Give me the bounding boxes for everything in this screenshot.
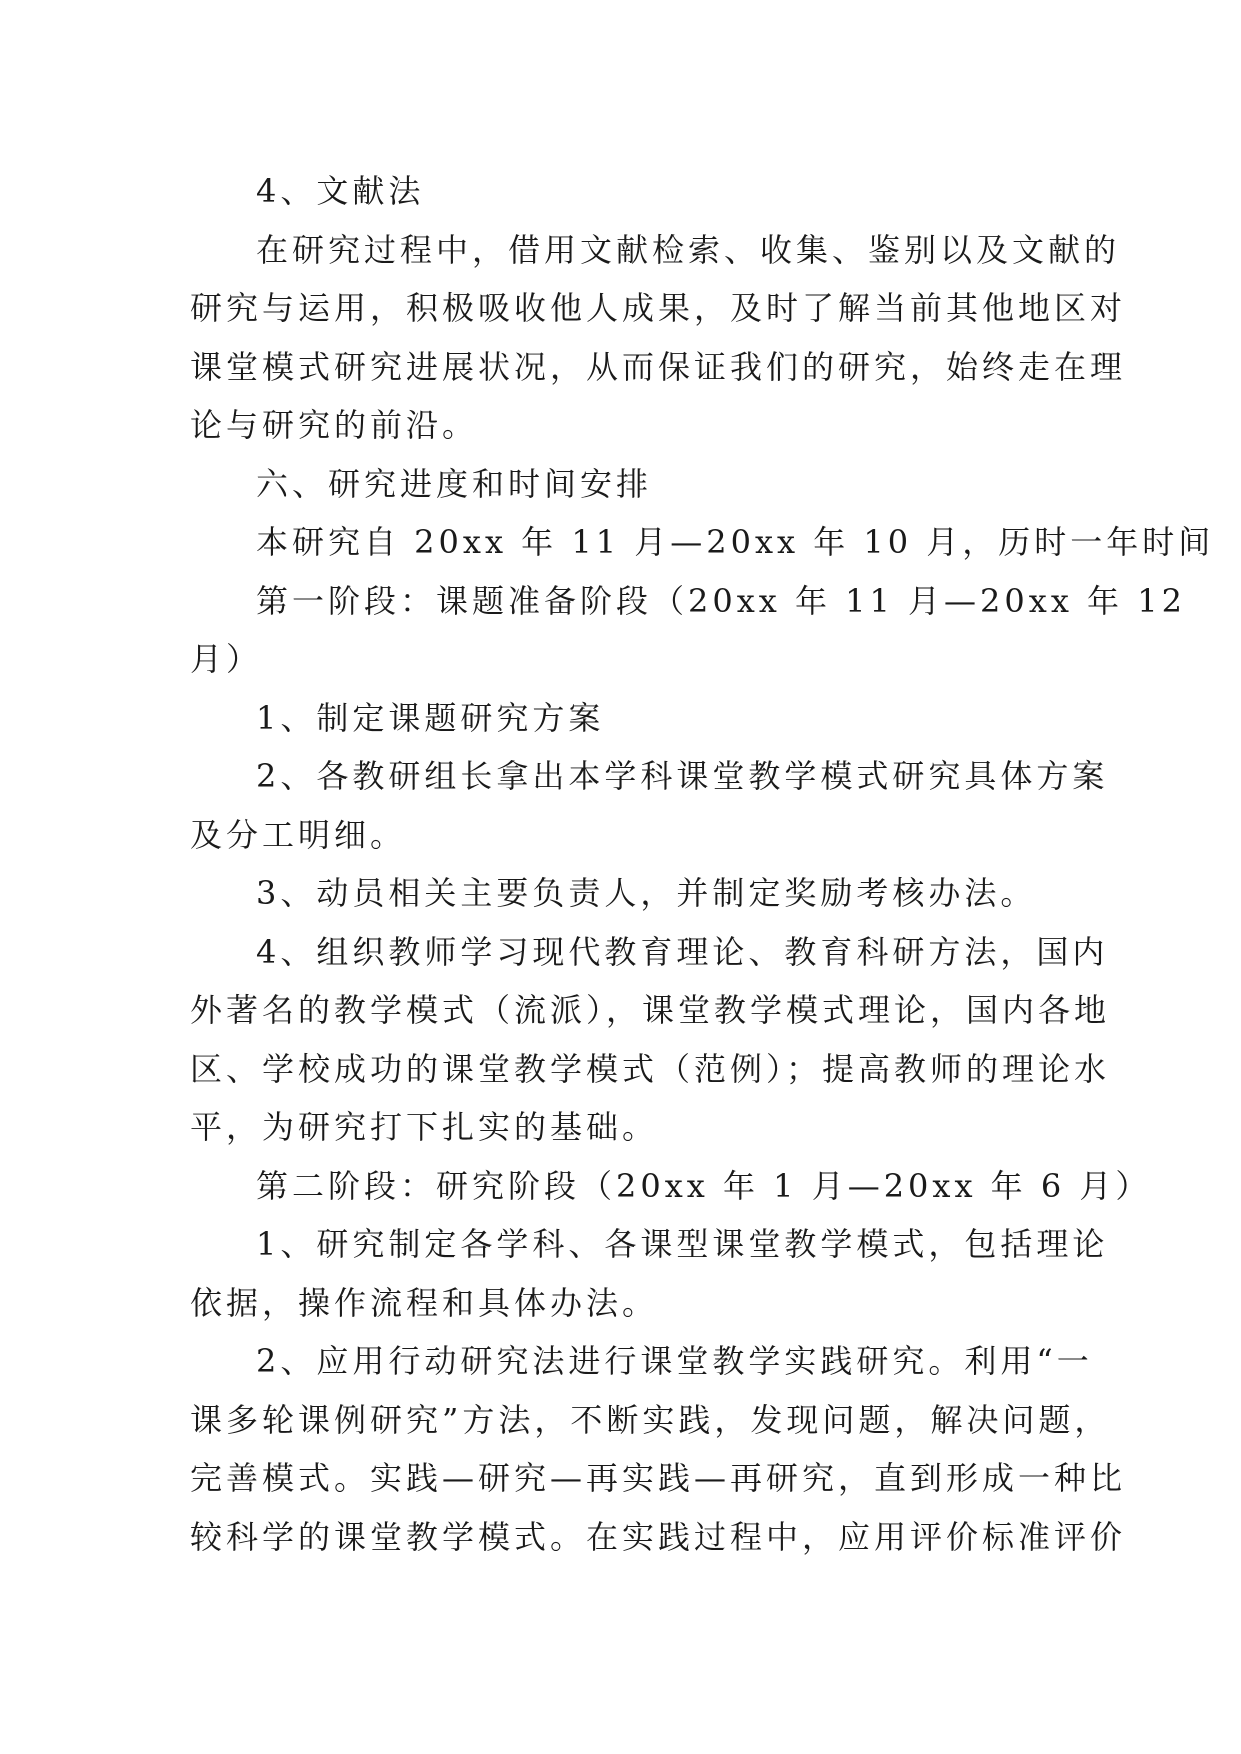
list-item-continued: 外著名的教学模式（流派），课堂教学模式理论，国内各地 xyxy=(190,991,1111,1029)
list-item-continued: 平，为研究打下扎实的基础。 xyxy=(190,1108,659,1146)
list-item: 3、动员相关主要负责人，并制定奖励考核办法。 xyxy=(256,874,1037,912)
list-item-continued: 及分工明细。 xyxy=(190,815,407,854)
list-item: 1、制定课题研究方案 xyxy=(256,698,605,737)
stage-one-heading-continued: 月） xyxy=(190,640,263,678)
document-body xyxy=(190,162,1215,1566)
stage-two-heading: 第二阶段：研究阶段（20xx 年 1 月—20xx 年 6 月） xyxy=(256,1166,1152,1205)
list-item-continued: 完善模式。实践—研究—再实践—再研究，直到形成一种比 xyxy=(190,1459,1127,1497)
stage-one-heading: 第一阶段：课题准备阶段（20xx 年 11 月—20xx 年 12 xyxy=(256,581,1186,620)
list-item-continued: 较科学的课堂教学模式。在实践过程中，应用评价标准评价 xyxy=(190,1517,1127,1556)
paragraph-line: 课堂模式研究进展状况，从而保证我们的研究，始终走在理 xyxy=(190,347,1127,386)
paragraph-line: 在研究过程中，借用文献检索、收集、鉴别以及文献的 xyxy=(256,230,1121,269)
list-item: 2、应用行动研究法进行课堂教学实践研究。利用“一 xyxy=(256,1342,1093,1380)
list-item-continued: 课多轮课例研究”方法，不断实践，发现问题，解决问题， xyxy=(190,1400,1111,1439)
list-item-continued: 依据，操作流程和具体办法。 xyxy=(190,1283,659,1322)
paragraph-line: 本研究自 20xx 年 11 月—20xx 年 10 月，历时一年时间 xyxy=(256,523,1215,561)
list-item: 2、各教研组长拿出本学科课堂教学模式研究具体方案 xyxy=(256,757,1109,795)
paragraph-line: 论与研究的前沿。 xyxy=(190,406,479,444)
paragraph-line: 研究与运用，积极吸收他人成果，及时了解当前其他地区对 xyxy=(190,289,1127,327)
list-item-continued: 区、学校成功的课堂教学模式（范例）；提高教师的理论水 xyxy=(190,1049,1111,1088)
subheading-literature-method: 4、文献法 xyxy=(256,172,425,210)
section-heading-schedule: 六、研究进度和时间安排 xyxy=(256,464,653,503)
list-item: 4、组织教师学习现代教育理论、教育科研方法，国内 xyxy=(256,932,1109,971)
list-item: 1、研究制定各学科、各课型课堂教学模式，包括理论 xyxy=(256,1225,1109,1263)
